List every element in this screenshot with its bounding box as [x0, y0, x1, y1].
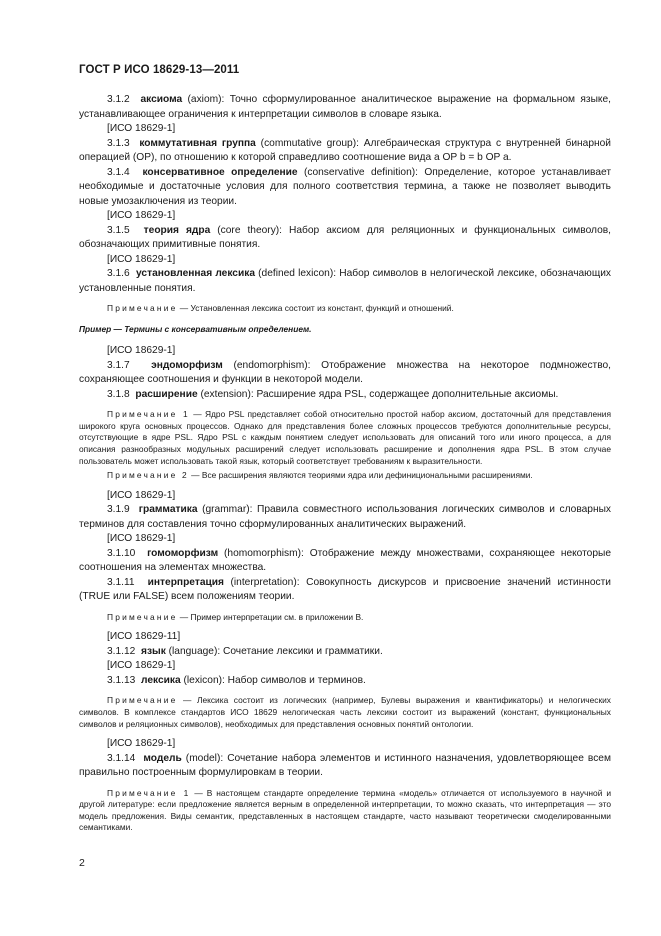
term-name: теория ядра: [143, 224, 211, 236]
term-entry: [79, 93, 611, 122]
term-definition: (endomorphism): Отображение множества на некоторое подмножество, сохраняющее соотношения и функции в некоторой модели.: [79, 359, 611, 386]
term-number: 3.1.8: [107, 388, 130, 400]
term-name: грамматика: [138, 504, 198, 516]
note: [79, 788, 611, 834]
term-entry: [79, 267, 611, 296]
term-entry: [79, 388, 611, 403]
term-source: [ИСО 18629-1]: [107, 489, 176, 501]
note: [79, 409, 611, 467]
term-source: [ИСО 18629-1]: [107, 738, 176, 750]
term-number: 3.1.14: [107, 752, 136, 764]
page-number: 2: [79, 857, 85, 869]
term-entry: [79, 166, 611, 210]
term-name: консервативное определение: [142, 166, 298, 178]
note-label: Примечание: [107, 303, 178, 313]
note-text: — Пример интерпретации см. в приложении В.: [177, 611, 364, 622]
note-label: Примечание 1: [107, 409, 190, 420]
note: [79, 470, 611, 482]
term-entry: [79, 503, 611, 532]
term-number: 3.1.10: [107, 547, 136, 559]
note-label: Примечание 2: [107, 470, 189, 481]
term-name: лексика: [141, 674, 181, 686]
term-definition: (model): Сочетание набора элементов и истинного назначения, удовлетворяющее всем правильно построенным формулировкам в теории.: [79, 752, 611, 779]
note-text: — Ядро PSL представляет собой относительно простой набор аксиом, достаточный для представления широкого круга основных процессов. Однако для представления более сложных процессов требуются дополнительные ресурсы, отсутствующие в ядре PSL. Ядро PSL с каждым понятием следует использовать для описаний того или иного процесса, а для описания разнообразных модульных расширений следует использовать расширение и дополнения ядра PSL. В этом случае пользователь может использовать такой язык, который соответствует требованиям к выразительности.: [79, 409, 611, 466]
term-entry: [79, 576, 611, 605]
term-definition: (language): Сочетание лексики и грамматики.: [165, 645, 383, 657]
term-name: коммутативная группа: [139, 137, 256, 149]
term-number: 3.1.9: [107, 504, 130, 516]
page-header-title: ГОСТ Р ИСО 18629-13—2011: [79, 64, 240, 76]
document-body: [79, 93, 611, 834]
term-definition: (interpretation): Совокупность дискурсов и присвоение значений истинности (TRUE или FALSE) всем положениям теории.: [79, 576, 611, 603]
note-text: — Все расширения являются теориями ядра или дефинициональными расширениями.: [188, 470, 533, 481]
term-source: [ИСО 18629-1]: [107, 210, 176, 221]
term-number: 3.1.3: [107, 137, 130, 149]
term-entry: [79, 645, 611, 660]
term-number: 3.1.4: [107, 166, 130, 178]
note: [79, 303, 611, 315]
term-source: [ИСО 18629-1]: [107, 123, 176, 134]
term-entry: [79, 547, 611, 576]
term-number: 3.1.11: [107, 576, 135, 588]
term-entry: [79, 674, 611, 689]
term-definition: (axiom): Точно сформулированное аналитическое выражение на формальном языке, устанавливающее ограничения к интерпретации символов в словаре языка.: [79, 94, 611, 120]
term-definition: (grammar): Правила совместного использования логических символов и словарных терминов для составления точно сформулированных аналитических выражений.: [79, 504, 611, 530]
term-entry: [79, 224, 611, 253]
term-name: эндоморфизм: [151, 359, 223, 371]
note-label: Примечание 1: [107, 787, 191, 798]
term-definition: (defined lexicon): Набор символов в нелогической лексике, обозначающих установленные понятия.: [79, 268, 611, 294]
term-definition: (commutative group): Алгебраическая структура с внутренней бинарной операцией (OP), по отношению к которой справедливо соотношение вида a OP b = b OP a.: [79, 137, 611, 163]
term-name: интерпретация: [147, 576, 224, 588]
term-number: 3.1.13: [107, 674, 136, 686]
term-name: аксиома: [140, 94, 183, 105]
note-text: — Лексика состоит из логических (например, Булевы выражения и квантификаторы) и нелогических символов. В комплексе стандартов ИСО 18629 нелогическая часть лексики состоит из выражений (констант, функциональных символов и реляционных символов), необходимых для представления основных понятий онтологии.: [79, 695, 611, 729]
term-definition: (core theory): Набор аксиом для реляционных и функциональных символов, обозначающих примитивные понятия.: [79, 224, 611, 250]
term-name: гомоморфизм: [147, 547, 219, 559]
term-number: 3.1.7: [107, 359, 130, 371]
term-definition: (homomorphism): Отображение между множествами, сохраняющее некоторые соотношения на элементах множества.: [79, 547, 611, 574]
note-text: — В настоящем стандарте определение термина «модель» отличается от используемого в научной и другой литературе: если предложение является верным в определенной интерпретации, то можно сказать, что интерпретация — это модель предложения. Виды семантик, представленных в настоящем стандарте, часто называют теоретически смоделированными семантиками.: [79, 787, 611, 833]
term-definition: (extension): Расширение ядра PSL, содержащее дополнительные аксиомы.: [197, 388, 559, 400]
term-definition: (lexicon): Набор символов и терминов.: [180, 674, 366, 686]
term-source: [ИСО 18629-1]: [107, 345, 176, 357]
term-source: [ИСО 18629-11]: [107, 631, 181, 643]
term-name: модель: [143, 752, 182, 764]
term-name: установленная лексика: [136, 268, 255, 279]
note-text: — Установленная лексика состоит из констант, функций и отношений.: [177, 303, 454, 313]
term-number: 3.1.12: [107, 645, 136, 657]
term-source: [ИСО 18629-1]: [107, 253, 176, 265]
term-entry: [79, 137, 611, 166]
term-source: [ИСО 18629-1]: [107, 533, 176, 545]
note: [79, 612, 611, 624]
term-number: 3.1.6: [107, 268, 130, 279]
term-name: расширение: [135, 388, 198, 400]
note-label: Примечание: [107, 695, 178, 706]
term-definition: (conservative definition): Определение, которое устанавливает необходимые и достаточные условия для полного соответствия термина, а также не позволяет выводить новые умозаключения из теории.: [79, 166, 611, 207]
term-source: [ИСО 18629-1]: [107, 660, 176, 672]
example: Пример — Термины с консервативным определением.: [79, 323, 312, 334]
term-number: 3.1.5: [107, 224, 130, 236]
term-entry: [79, 752, 611, 781]
term-number: 3.1.2: [107, 94, 130, 105]
note: [79, 695, 611, 730]
note-label: Примечание: [107, 611, 178, 622]
term-name: язык: [141, 645, 166, 657]
term-entry: [79, 359, 611, 388]
